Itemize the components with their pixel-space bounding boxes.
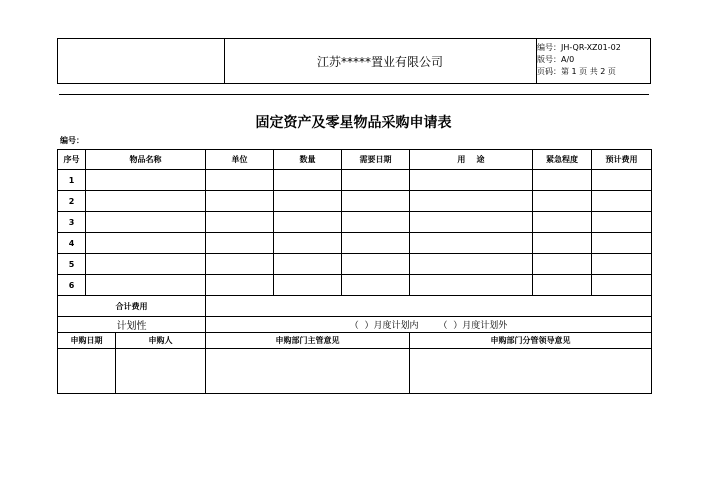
cell-unit[interactable] (206, 191, 274, 212)
doc-code: 编号：JH-QR-XZ01-02 (537, 43, 621, 52)
cell-item[interactable] (86, 254, 206, 275)
cell-unit[interactable] (206, 170, 274, 191)
cell-date[interactable] (342, 275, 410, 296)
purchase-table (57, 149, 652, 394)
col-header-index: 序号 (58, 150, 86, 170)
cell-purpose[interactable] (410, 212, 533, 233)
sig-header-applicant: 申购人 (148, 336, 173, 345)
total-label: 合计费用 (58, 296, 206, 317)
total-value-cell[interactable] (206, 296, 652, 317)
cell-qty[interactable] (274, 275, 342, 296)
cell-item[interactable] (86, 170, 206, 191)
col-header-date: 需要日期 (342, 150, 410, 170)
row-index: 6 (58, 275, 86, 296)
sig-header-manager: 申购部门主管意见 (206, 333, 410, 349)
cell-unit[interactable] (206, 233, 274, 254)
cell-urgency[interactable] (533, 191, 592, 212)
sig-left-cells (58, 349, 206, 394)
signature-header-row (58, 333, 652, 349)
company-name: 江苏*****置业有限公司 (224, 39, 537, 83)
cell-qty[interactable] (274, 191, 342, 212)
sig-date-cell[interactable] (58, 349, 116, 393)
cell-purpose[interactable] (410, 170, 533, 191)
total-row (58, 296, 652, 317)
signature-row (58, 349, 652, 394)
cell-cost[interactable] (592, 170, 652, 191)
col-header-urgency: 紧急程度 (533, 150, 592, 170)
cell-item[interactable] (86, 233, 206, 254)
sig-manager-cell[interactable] (206, 349, 410, 394)
doc-number-label: 编号： (60, 136, 84, 145)
cell-cost[interactable] (592, 191, 652, 212)
cell-qty[interactable] (274, 233, 342, 254)
doc-version: 版号：A/0 (537, 55, 575, 64)
sig-header-leader: 申购部门分管领导意见 (410, 333, 652, 349)
plan-options[interactable]: （ ）月度计划内 （ ）月度计划外 (206, 317, 652, 333)
col-header-item: 物品名称 (86, 150, 206, 170)
cell-urgency[interactable] (533, 170, 592, 191)
cell-qty[interactable] (274, 170, 342, 191)
table-row (58, 275, 652, 296)
table-row (58, 170, 652, 191)
row-index: 2 (58, 191, 86, 212)
col-header-purpose: 用 途 (410, 150, 533, 170)
cell-purpose[interactable] (410, 233, 533, 254)
cell-purpose[interactable] (410, 191, 533, 212)
cell-date[interactable] (342, 233, 410, 254)
cell-unit[interactable] (206, 254, 274, 275)
cell-purpose[interactable] (410, 254, 533, 275)
cell-cost[interactable] (592, 233, 652, 254)
form-title: 固定资产及零星物品采购申请表 (255, 115, 452, 131)
cell-date[interactable] (342, 254, 410, 275)
sig-header-date: 申购日期 (58, 333, 116, 348)
doc-meta (537, 42, 649, 78)
cell-urgency[interactable] (533, 275, 592, 296)
cell-date[interactable] (342, 212, 410, 233)
row-index: 1 (58, 170, 86, 191)
col-header-unit: 单位 (206, 150, 274, 170)
cell-urgency[interactable] (533, 233, 592, 254)
sig-applicant-cell[interactable] (116, 349, 205, 393)
col-header-qty: 数量 (274, 150, 342, 170)
cell-purpose[interactable] (410, 275, 533, 296)
cell-cost[interactable] (592, 254, 652, 275)
row-index: 3 (58, 212, 86, 233)
table-row (58, 233, 652, 254)
row-index: 5 (58, 254, 86, 275)
cell-date[interactable] (342, 170, 410, 191)
logo-cell (58, 39, 225, 83)
row-index: 4 (58, 233, 86, 254)
header-divider (59, 94, 649, 95)
cell-urgency[interactable] (533, 254, 592, 275)
col-header-cost: 预计费用 (592, 150, 652, 170)
cell-urgency[interactable] (533, 212, 592, 233)
cell-cost[interactable] (592, 212, 652, 233)
cell-qty[interactable] (274, 254, 342, 275)
sig-left-header (58, 333, 206, 349)
document-header (57, 38, 651, 84)
cell-cost[interactable] (592, 275, 652, 296)
table-row (58, 191, 652, 212)
table-row (58, 254, 652, 275)
plan-label: 计划性 (58, 317, 206, 333)
cell-qty[interactable] (274, 212, 342, 233)
cell-date[interactable] (342, 191, 410, 212)
doc-page: 页码：第 1 页 共 2 页 (537, 67, 616, 76)
cell-item[interactable] (86, 275, 206, 296)
plan-row (58, 317, 652, 333)
sig-leader-cell[interactable] (410, 349, 652, 394)
cell-unit[interactable] (206, 212, 274, 233)
table-header-row (58, 150, 652, 170)
cell-item[interactable] (86, 212, 206, 233)
cell-item[interactable] (86, 191, 206, 212)
table-row (58, 212, 652, 233)
cell-unit[interactable] (206, 275, 274, 296)
